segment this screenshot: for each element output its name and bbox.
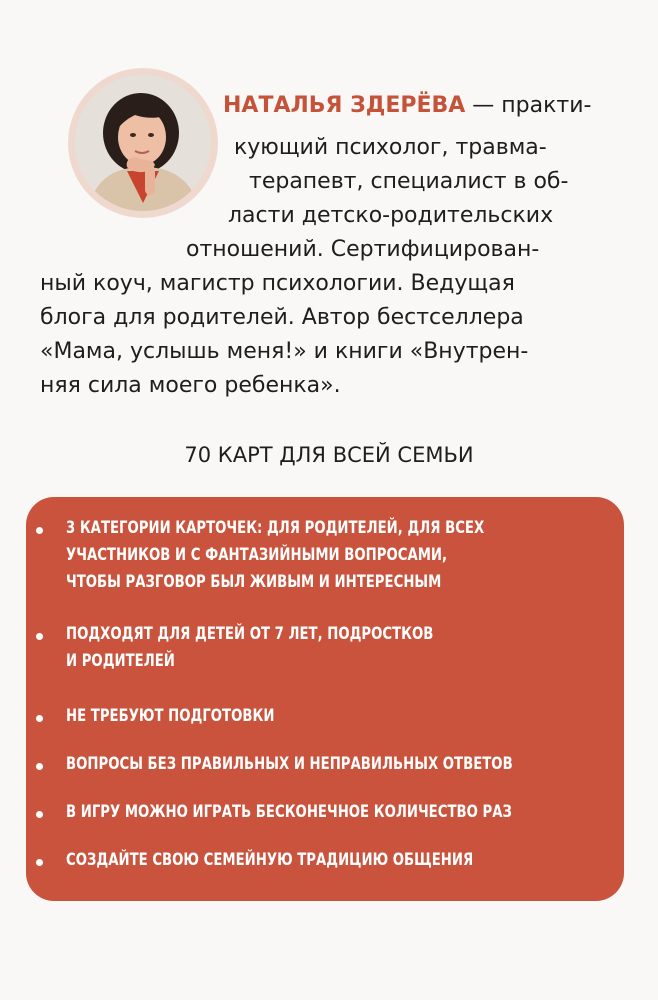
bio-line-6: ный коуч, магистр психологии. Ведущая (40, 271, 515, 296)
bullet-3-dot (36, 715, 43, 722)
bio-line-7: блога для родителей. Автор бестселлера (40, 305, 524, 330)
feature-item-1 (66, 515, 484, 596)
bio-line-3: терапевт, специалист в об- (249, 169, 569, 194)
bio-line-8: «Мама, услышь меня!» и книги «Внутрен- (40, 339, 529, 364)
bio-line-9: няя сила моего ребенка». (40, 373, 341, 398)
bullet-2-dot (36, 633, 43, 640)
author-photo (75, 75, 211, 211)
bio-line-2: кующий психолог, травма- (234, 135, 547, 160)
bio-line-1 (223, 90, 591, 122)
product-subtitle: 70 КАРТ ДЛЯ ВСЕЙ СЕМЬИ (184, 443, 474, 467)
feature-6-line-1: СОЗДАЙТЕ СВОЮ СЕМЕЙНУЮ ТРАДИЦИЮ ОБЩЕНИЯ (66, 850, 474, 870)
author-photo-frame (68, 68, 218, 218)
bullet-4-dot (36, 763, 43, 770)
feature-1-line-2: УЧАСТНИКОВ И С ФАНТАЗИЙНЫМИ ВОПРОСАМИ, (66, 545, 448, 565)
feature-5-line-1: В ИГРУ МОЖНО ИГРАТЬ БЕСКОНЕЧНОЕ КОЛИЧЕСТВО РАЗ (66, 802, 512, 822)
feature-item-3 (66, 703, 274, 730)
feature-item-2 (66, 621, 433, 675)
bullet-1-dot (36, 527, 43, 534)
feature-item-4 (66, 751, 513, 778)
feature-2-line-1: ПОДХОДЯТ ДЛЯ ДЕТЕЙ ОТ 7 ЛЕТ, ПОДРОСТКОВ (66, 624, 434, 644)
bio-line-4: ласти детско-родительских (228, 203, 554, 228)
author-name: НАТАЛЬЯ ЗДЕРЁВА (223, 93, 466, 118)
feature-1-line-3: ЧТОБЫ РАЗГОВОР БЫЛ ЖИВЫМ И ИНТЕРЕСНЫМ (66, 572, 442, 592)
feature-item-6 (66, 847, 473, 874)
author-portrait-image (75, 75, 211, 211)
feature-3-line-1: НЕ ТРЕБУЮТ ПОДГОТОВКИ (66, 706, 275, 726)
features-panel (26, 497, 624, 901)
bio-text-1: — практи- (465, 93, 592, 118)
feature-4-line-1: ВОПРОСЫ БЕЗ ПРАВИЛЬНЫХ И НЕПРАВИЛЬНЫХ ОТВЕТОВ (66, 754, 513, 774)
bullet-5-dot (36, 811, 43, 818)
feature-1-line-1: 3 КАТЕГОРИИ КАРТОЧЕК: ДЛЯ РОДИТЕЛЕЙ, ДЛЯ ВСЕХ (66, 518, 485, 538)
feature-2-line-2: И РОДИТЕЛЕЙ (66, 651, 175, 671)
bullet-6-dot (36, 859, 43, 866)
feature-item-5 (66, 799, 512, 826)
bio-line-5: отношений. Сертифицирован- (186, 237, 540, 262)
